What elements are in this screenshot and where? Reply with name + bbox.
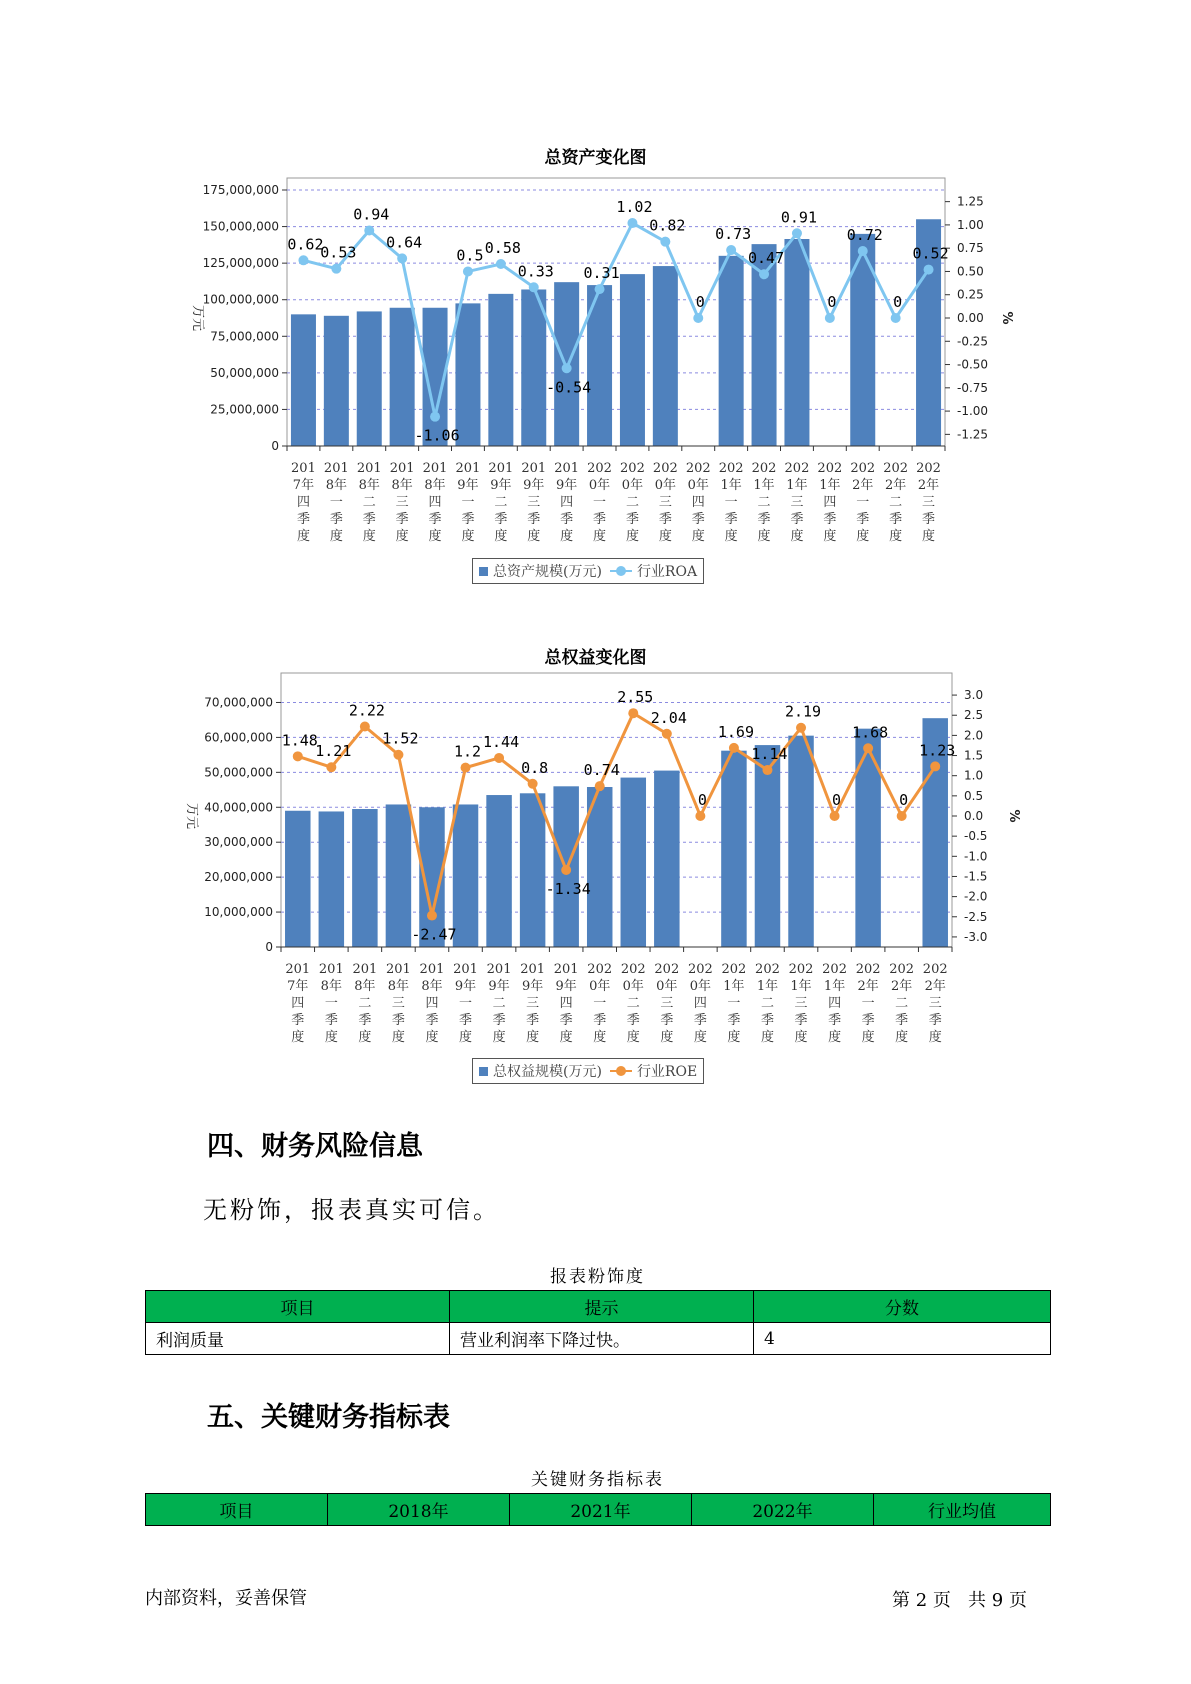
risk-conclusion-text: 无粉饰，报表真实可信。 <box>203 1196 500 1224</box>
data-label: 0 <box>893 293 903 311</box>
series-point <box>891 313 901 323</box>
data-label: 1.48 <box>281 731 318 750</box>
header-cell-hint: 提示 <box>450 1291 754 1323</box>
left-tick-label: 10,000,000 <box>204 905 273 920</box>
left-tick-label: 0 <box>271 439 279 453</box>
x-tick-label: 201 9年一季度 <box>453 962 478 1045</box>
right-tick-label: -2.0 <box>964 889 988 904</box>
total-assets-chart <box>0 160 1191 560</box>
series-point <box>298 255 308 265</box>
right-tick-label: 1.25 <box>957 194 984 209</box>
legend-bar-swatch <box>479 1067 488 1076</box>
data-label: 1.69 <box>717 722 754 741</box>
series-point <box>331 264 341 274</box>
series-point <box>430 412 440 422</box>
data-label: 2.04 <box>650 708 687 727</box>
bar <box>455 303 480 446</box>
right-tick-label: -2.5 <box>964 909 988 924</box>
data-label: 1.68 <box>852 723 889 742</box>
x-tick-label: 201 8年二季度 <box>356 461 382 544</box>
series-point <box>595 781 605 791</box>
series-point <box>660 237 670 247</box>
data-label: 2.22 <box>348 701 385 720</box>
series-point <box>759 269 769 279</box>
series-point <box>494 753 504 763</box>
bar <box>486 795 511 947</box>
right-tick-label: 1.00 <box>957 217 984 232</box>
x-tick-label: 202 1年三季度 <box>784 461 810 544</box>
x-tick-label: 202 1年三季度 <box>788 962 814 1045</box>
bar <box>291 314 316 446</box>
bar <box>788 736 813 947</box>
data-label: 0.73 <box>715 225 752 244</box>
data-label: 0.64 <box>386 233 423 252</box>
series-point <box>729 743 739 753</box>
x-tick-label: 201 8年一季度 <box>318 962 344 1045</box>
bar <box>488 294 513 446</box>
x-tick-label: 202 0年二季度 <box>620 461 645 544</box>
series-point <box>792 228 802 238</box>
bar <box>521 289 546 446</box>
right-tick-label: 0.25 <box>957 287 984 302</box>
data-label: 0.62 <box>287 235 324 254</box>
x-tick-label: 202 0年二季度 <box>620 962 646 1045</box>
series-point <box>662 729 672 739</box>
series-point <box>463 266 473 276</box>
x-tick-label: 202 2年三季度 <box>916 461 941 544</box>
data-label: 1.21 <box>315 742 352 761</box>
data-label: -2.47 <box>411 925 457 944</box>
series-point <box>397 253 407 263</box>
series-point <box>830 811 840 821</box>
left-tick-label: 175,000,000 <box>202 183 279 197</box>
data-label: 0.52 <box>912 244 949 263</box>
table-caption-key-indicators: 关键财务指标表 <box>531 1470 664 1490</box>
x-tick-label: 201 9年四季度 <box>554 461 580 544</box>
left-tick-label: 50,000,000 <box>204 765 273 780</box>
series-point <box>796 723 806 733</box>
x-tick-label: 201 8年四季度 <box>419 962 445 1045</box>
data-label: 0.31 <box>583 264 620 283</box>
series-point <box>529 282 539 292</box>
data-label: 0.82 <box>649 216 686 235</box>
x-tick-label: 202 0年三季度 <box>654 962 680 1045</box>
header-cell-2018: 2018年 <box>328 1494 510 1526</box>
right-tick-label: -1.5 <box>964 869 988 884</box>
section-heading-key-indicators: 五、关键财务指标表 <box>207 1402 450 1433</box>
bar <box>319 811 344 947</box>
legend-line-label: 行业ROA <box>636 564 698 580</box>
data-label: 0 <box>832 791 842 809</box>
series-point <box>393 750 403 760</box>
series-point <box>627 218 637 228</box>
bar <box>352 809 377 947</box>
x-tick-label: 202 1年四季度 <box>822 962 847 1045</box>
bar <box>855 729 880 947</box>
series-point <box>561 865 571 875</box>
right-tick-label: 1.0 <box>964 768 984 783</box>
x-tick-label: 202 2年三季度 <box>922 962 948 1045</box>
header-cell-industry-avg: 行业均值 <box>874 1494 1051 1526</box>
bar <box>621 778 646 947</box>
data-label: 2.19 <box>784 702 822 721</box>
right-axis-title: % <box>999 311 1014 325</box>
x-tick-label: 201 9年一季度 <box>455 461 481 544</box>
bar <box>453 804 478 947</box>
header-cell-score: 分数 <box>754 1291 1051 1323</box>
chart-title-equity: 总权益变化图 <box>544 648 647 668</box>
cell-hint: 营业利润率下降过快。 <box>450 1323 754 1355</box>
legend-bar-swatch <box>479 567 488 576</box>
left-axis-title: 万元 <box>184 802 199 830</box>
header-cell-2021: 2021年 <box>510 1494 692 1526</box>
x-tick-label: 201 8年一季度 <box>323 461 349 544</box>
legend-bar-label: 总资产规模(万元) <box>493 564 602 580</box>
data-label: 0 <box>695 293 705 311</box>
right-tick-label: 2.0 <box>964 728 984 743</box>
series-point <box>293 751 303 761</box>
left-tick-label: 30,000,000 <box>204 835 273 850</box>
cell-item: 利润质量 <box>146 1323 450 1355</box>
right-tick-label: 0.0 <box>964 809 984 823</box>
right-tick-label: -1.00 <box>957 404 989 419</box>
right-axis-title: % <box>1006 809 1021 823</box>
data-label: 0.8 <box>521 758 549 777</box>
bar <box>520 793 545 947</box>
right-tick-label: -1.0 <box>964 849 988 864</box>
series-point <box>364 225 374 235</box>
left-tick-label: 70,000,000 <box>204 695 273 710</box>
left-tick-label: 75,000,000 <box>210 329 279 344</box>
table-caption-window-dressing: 报表粉饰度 <box>550 1267 645 1287</box>
series-point <box>863 743 873 753</box>
header-cell-2022: 2022年 <box>692 1494 874 1526</box>
bar <box>784 239 809 446</box>
bar <box>324 316 349 446</box>
right-tick-label: -3.0 <box>964 929 988 944</box>
x-tick-label: 201 8年三季度 <box>389 461 415 544</box>
series-point <box>825 313 835 323</box>
series-point <box>496 259 506 269</box>
series-point <box>762 765 772 775</box>
left-tick-label: 0 <box>265 940 273 954</box>
footer-page-number: 第 2 页 共 9 页 <box>892 1590 1027 1611</box>
data-label: 0.72 <box>846 225 883 244</box>
left-tick-label: 25,000,000 <box>210 402 279 417</box>
data-label: 0 <box>899 791 909 809</box>
data-label: 0.47 <box>747 249 785 268</box>
series-point <box>924 265 934 275</box>
series-point <box>897 811 907 821</box>
chart-legend-assets <box>472 558 704 584</box>
window-dressing-table <box>145 1290 1051 1355</box>
series-point <box>360 722 370 732</box>
right-tick-label: 1.5 <box>964 748 984 763</box>
legend-line-label: 行业ROE <box>636 1064 698 1080</box>
series-point <box>695 811 705 821</box>
right-tick-label: -0.5 <box>964 829 988 844</box>
x-tick-label: 201 8年四季度 <box>422 461 448 544</box>
x-tick-label: 201 7年四季度 <box>291 461 316 544</box>
series-point <box>595 284 605 294</box>
header-cell-item: 项目 <box>146 1291 450 1323</box>
bar <box>390 308 415 446</box>
data-label: 1.23 <box>919 741 956 760</box>
right-tick-label: 0.75 <box>957 241 984 256</box>
x-tick-label: 201 7年四季度 <box>285 962 311 1045</box>
left-tick-label: 40,000,000 <box>204 800 273 815</box>
x-tick-label: 201 9年三季度 <box>521 461 547 544</box>
bar <box>721 751 746 947</box>
right-tick-label: -0.50 <box>957 357 989 372</box>
bar <box>719 256 744 446</box>
x-tick-label: 202 2年一季度 <box>850 461 876 544</box>
x-tick-label: 202 1年四季度 <box>817 461 843 544</box>
x-tick-label: 201 9年二季度 <box>486 962 512 1045</box>
data-label: 1.02 <box>616 198 653 217</box>
data-label: 0.33 <box>517 262 554 281</box>
data-label: 1.14 <box>751 745 788 764</box>
data-label: 0.53 <box>320 243 357 262</box>
legend-bar-label: 总权益规模(万元) <box>493 1064 602 1080</box>
table-header-row <box>146 1291 1051 1323</box>
x-tick-label: 202 2年二季度 <box>889 962 915 1045</box>
series-point <box>427 911 437 921</box>
chart-legend-equity <box>472 1058 704 1084</box>
chart-title-assets: 总资产变化图 <box>544 148 647 168</box>
x-tick-label: 202 1年二季度 <box>755 962 780 1045</box>
data-label: 0.5 <box>456 246 484 265</box>
data-label: 0 <box>827 293 837 311</box>
x-tick-label: 202 0年四季度 <box>687 962 713 1045</box>
left-axis-title: 万元 <box>190 304 205 332</box>
series-point <box>628 708 638 718</box>
data-label: 0.91 <box>780 208 818 227</box>
series-point <box>528 779 538 789</box>
section-heading-risk: 四、财务风险信息 <box>207 1131 423 1162</box>
bar <box>653 266 678 446</box>
left-tick-label: 125,000,000 <box>202 256 279 271</box>
cell-score: 4 <box>754 1323 1051 1355</box>
right-tick-label: -1.25 <box>957 427 989 442</box>
footer-confidential-note: 内部资料，妥善保管 <box>145 1588 307 1609</box>
left-tick-label: 50,000,000 <box>210 365 279 380</box>
data-label: 1.2 <box>453 742 482 761</box>
x-tick-label: 202 0年一季度 <box>587 962 613 1045</box>
table-row <box>146 1323 1051 1355</box>
data-label: 0 <box>697 791 707 809</box>
legend-line-swatch <box>610 1070 632 1072</box>
right-tick-label: -0.75 <box>957 380 989 395</box>
series-point <box>326 762 336 772</box>
bar <box>620 274 645 446</box>
series-point <box>858 246 868 256</box>
x-tick-label: 202 2年一季度 <box>855 962 881 1045</box>
bar <box>357 311 382 446</box>
x-tick-label: 201 9年二季度 <box>488 461 514 544</box>
data-label: 1.44 <box>483 732 520 751</box>
header-cell-item: 项目 <box>146 1494 328 1526</box>
x-tick-label: 201 9年三季度 <box>520 962 546 1045</box>
data-label: -1.06 <box>414 426 460 445</box>
right-tick-label: 0.5 <box>964 788 984 803</box>
x-tick-label: 202 2年二季度 <box>883 461 909 544</box>
left-tick-label: 150,000,000 <box>202 219 279 234</box>
x-tick-label: 201 8年二季度 <box>352 962 378 1045</box>
x-tick-label: 202 0年三季度 <box>652 461 678 544</box>
series-point <box>461 763 471 773</box>
data-label: -0.54 <box>546 378 592 397</box>
right-tick-label: 0.00 <box>957 311 984 325</box>
series-point <box>693 313 703 323</box>
data-label: 0.94 <box>353 205 390 224</box>
bar <box>285 811 310 947</box>
x-tick-label: 201 9年四季度 <box>553 962 579 1045</box>
right-tick-label: -0.25 <box>957 334 989 349</box>
bar <box>654 771 679 947</box>
bar <box>386 804 411 947</box>
x-tick-label: 202 1年二季度 <box>751 461 777 544</box>
legend-line-swatch <box>610 570 632 572</box>
data-label: 0.58 <box>484 239 521 258</box>
left-tick-label: 20,000,000 <box>204 870 273 885</box>
table-header-row <box>146 1494 1051 1526</box>
x-tick-label: 202 1年一季度 <box>721 962 747 1045</box>
bar <box>755 745 780 947</box>
x-tick-label: 202 0年四季度 <box>685 461 711 544</box>
total-equity-chart <box>0 660 1191 1060</box>
series-point <box>930 761 940 771</box>
key-indicators-table <box>145 1493 1051 1526</box>
data-label: 0.74 <box>583 761 620 780</box>
x-tick-label: 202 1年一季度 <box>718 461 744 544</box>
x-tick-label: 201 8年三季度 <box>386 962 411 1045</box>
left-tick-label: 100,000,000 <box>202 292 279 307</box>
data-label: 1.52 <box>382 729 419 748</box>
left-tick-label: 60,000,000 <box>204 730 273 745</box>
right-tick-label: 0.50 <box>957 264 984 279</box>
right-tick-label: 3.0 <box>964 688 984 703</box>
x-tick-label: 202 0年一季度 <box>587 461 612 544</box>
data-label: -1.34 <box>545 880 591 899</box>
series-point <box>726 245 736 255</box>
data-label: 2.55 <box>617 688 654 707</box>
right-tick-label: 2.5 <box>964 708 984 723</box>
series-point <box>562 363 572 373</box>
